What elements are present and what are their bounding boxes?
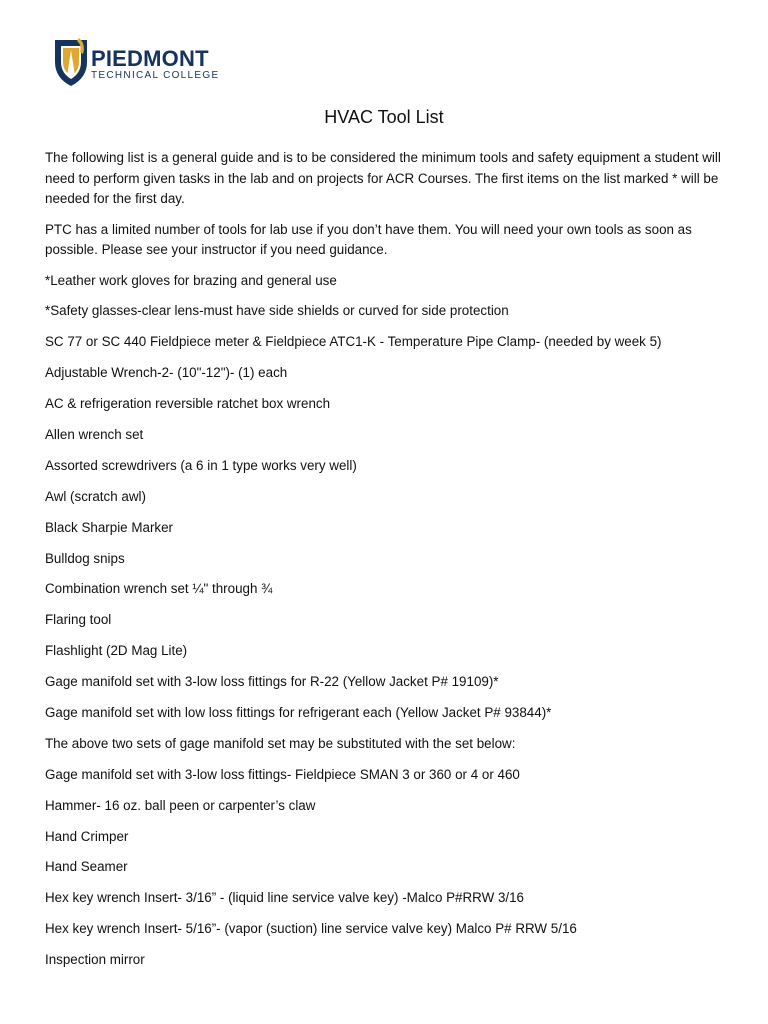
list-item: Combination wrench set ¼" through ¾ — [45, 581, 273, 597]
list-item: Flaring tool — [45, 612, 112, 628]
list-item: Adjustable Wrench-2- (10"-12")- (1) each — [45, 365, 288, 381]
list-item: Hex key wrench Insert- 3/16” - (liquid line service valve key) -Malco P#RRW 3/16 — [45, 890, 525, 906]
list-item: Inspection mirror — [45, 952, 145, 968]
list-item: Hammer- 16 oz. ball peen or carpenter’s claw — [45, 797, 316, 813]
list-item: SC 77 or SC 440 Fieldpiece meter & Fieldpiece ATC1-K - Temperature Pipe Clamp- (needed by week 5) — [45, 334, 662, 350]
list-item: Allen wrench set — [45, 426, 144, 442]
logo-subtitle: TECHNICAL COLLEGE — [91, 70, 220, 81]
list-item: Gage manifold set with low loss fittings for refrigerant each (Yellow Jacket P# 93844)* — [45, 704, 552, 720]
list-item: *Leather work gloves for brazing and general use — [45, 272, 337, 288]
list-item: Awl (scratch awl) — [45, 488, 146, 504]
list-item: *Safety glasses-clear lens-must have side shields or curved for side protection — [45, 303, 509, 319]
intro-paragraph: The following list is a general guide and is to be considered the minimum tools and safety equipment a student will need to perform given tasks in the lab and on projects for ACR Courses. The first items on the list marked * will be needed for the first day. — [45, 150, 721, 206]
document-title: HVAC Tool List — [324, 107, 444, 127]
list-item: Black Sharpie Marker — [45, 519, 174, 535]
list-item: Hex key wrench Insert- 5/16”- (vapor (suction) line service valve key) Malco P# RRW 5/16 — [45, 921, 577, 937]
list-item: Bulldog snips — [45, 550, 125, 566]
tools-availability-paragraph: PTC has a limited number of tools for lab use if you don’t have them. You will need your own tools as soon as possible. Please see your instructor if you need guidance. — [45, 221, 692, 257]
logo-wordmark — [91, 46, 220, 82]
college-logo — [53, 36, 223, 88]
list-item: Gage manifold set with 3-low loss fittings for R-22 (Yellow Jacket P# 19109)* — [45, 674, 499, 690]
logo-name: PIEDMONT — [91, 46, 209, 71]
list-item: Hand Crimper — [45, 828, 129, 844]
shield-emblem-icon — [53, 36, 89, 88]
list-item: AC & refrigeration reversible ratchet box wrench — [45, 396, 331, 412]
tool-list — [45, 271, 729, 981]
list-item: Assorted screwdrivers (a 6 in 1 type works very well) — [45, 457, 357, 473]
list-item: Flashlight (2D Mag Lite) — [45, 643, 188, 659]
list-item: Hand Seamer — [45, 859, 128, 875]
list-item: The above two sets of gage manifold set may be substituted with the set below: — [45, 735, 516, 751]
list-item: Gage manifold set with 3-low loss fittings- Fieldpiece SMAN 3 or 360 or 4 or 460 — [45, 766, 520, 782]
document-body — [45, 148, 729, 981]
